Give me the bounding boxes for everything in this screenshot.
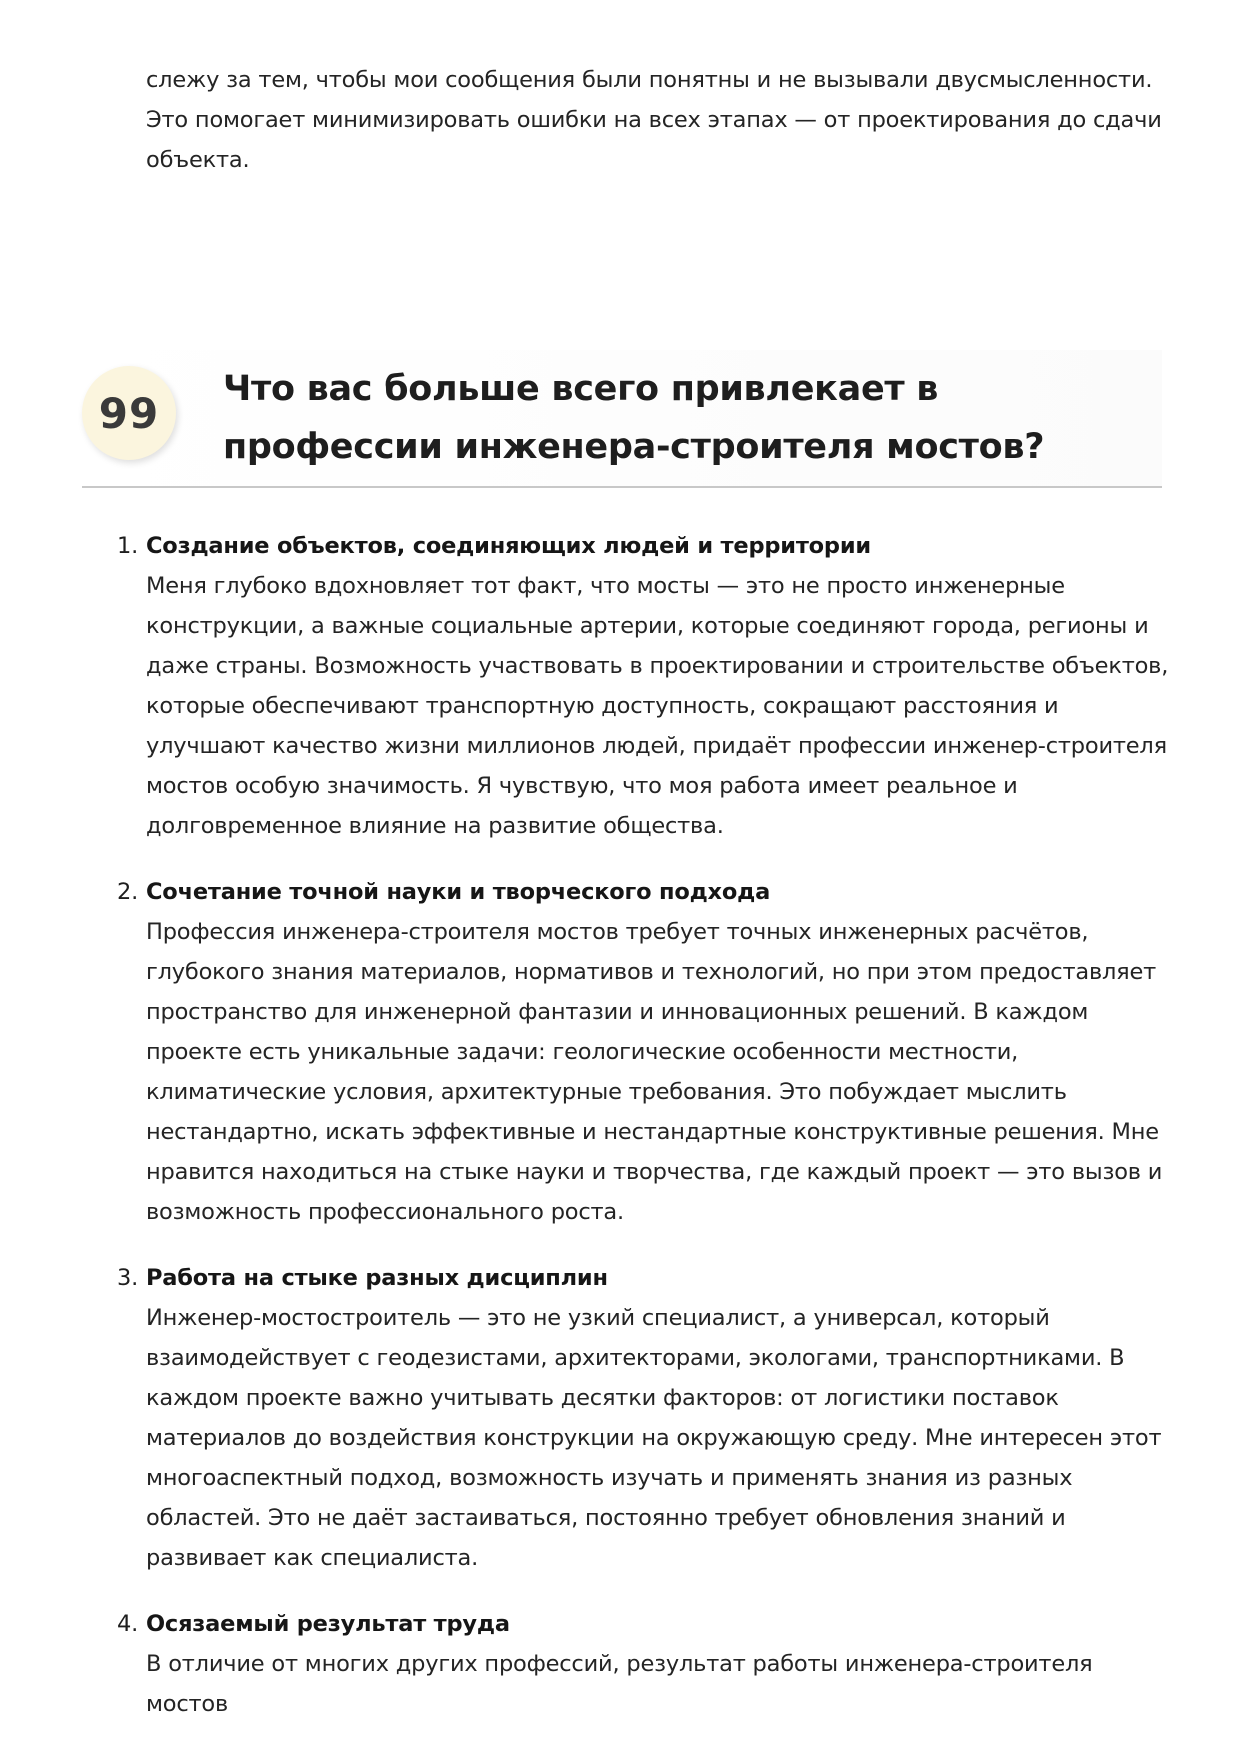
answer-number: 3. bbox=[117, 1265, 139, 1291]
answer-list bbox=[117, 526, 1176, 1750]
answer-number: 4. bbox=[117, 1611, 139, 1637]
answer-text: Меня глубоко вдохновляет тот факт, что мосты — это не просто инженерные конструкции, а важные социальные артерии, которые соединяют города, регионы и даже страны. Возможность участвовать в проектировании и строительстве объектов, которые обеспечивают транспортную доступность, сокращают расстояния и улучшают качество жизни миллионов людей, придаёт профессии инженер-строителя мостов особую значимость. Я чувствую, что моя работа имеет реальное и долговременное влияние на развитие общества. bbox=[146, 573, 1169, 839]
answer-heading: Работа на стыке разных дисциплин bbox=[146, 1265, 608, 1291]
answer-item-1 bbox=[117, 526, 1176, 846]
answer-number: 2. bbox=[117, 879, 139, 905]
answer-text: В отличие от многих других профессий, результат работы инженера-строителя мостов bbox=[146, 1651, 1093, 1717]
answer-item-3 bbox=[117, 1258, 1176, 1578]
question-number-badge: 99 bbox=[82, 366, 176, 460]
question-header bbox=[82, 350, 1162, 488]
question-title: Что вас больше всего привлекает в профессии инженера-строителя мостов? bbox=[223, 369, 1045, 467]
answer-item-2 bbox=[117, 872, 1176, 1232]
answer-number: 1. bbox=[117, 533, 139, 559]
answer-heading: Создание объектов, соединяющих людей и территории bbox=[146, 533, 871, 559]
answer-text: Профессия инженера-строителя мостов требует точных инженерных расчётов, глубокого знания материалов, нормативов и технологий, но при этом предоставляет пространство для инженерной фантазии и инновационных решений. В каждом проекте есть уникальные задачи: геологические особенности местности, климатические условия, архитектурные требования. Это побуждает мыслить нестандартно, искать эффективные и нестандартные конструктивные решения. Мне нравится находиться на стыке науки и творчества, где каждый проект — это вызов и возможность профессионального роста. bbox=[146, 919, 1163, 1225]
answer-heading: Осязаемый результат труда bbox=[146, 1611, 510, 1637]
answer-heading: Сочетание точной науки и творческого подхода bbox=[146, 879, 771, 905]
intro-paragraph: слежу за тем, чтобы мои сообщения были понятны и не вызывали двусмысленности. Это помогает минимизировать ошибки на всех этапах — от проектирования до сдачи объекта. bbox=[146, 67, 1162, 173]
answer-item-4 bbox=[117, 1604, 1176, 1724]
answer-text: Инженер-мостостроитель — это не узкий специалист, а универсал, который взаимодействует с геодезистами, архитекторами, экологами, транспортниками. В каждом проекте важно учитывать десятки факторов: от логистики поставок материалов до воздействия конструкции на окружающую среду. Мне интересен этот многоаспектный подход, возможность изучать и применять знания из разных областей. Это не даёт застаиваться, постоянно требует обновления знаний и развивает как специалиста. bbox=[146, 1305, 1162, 1571]
